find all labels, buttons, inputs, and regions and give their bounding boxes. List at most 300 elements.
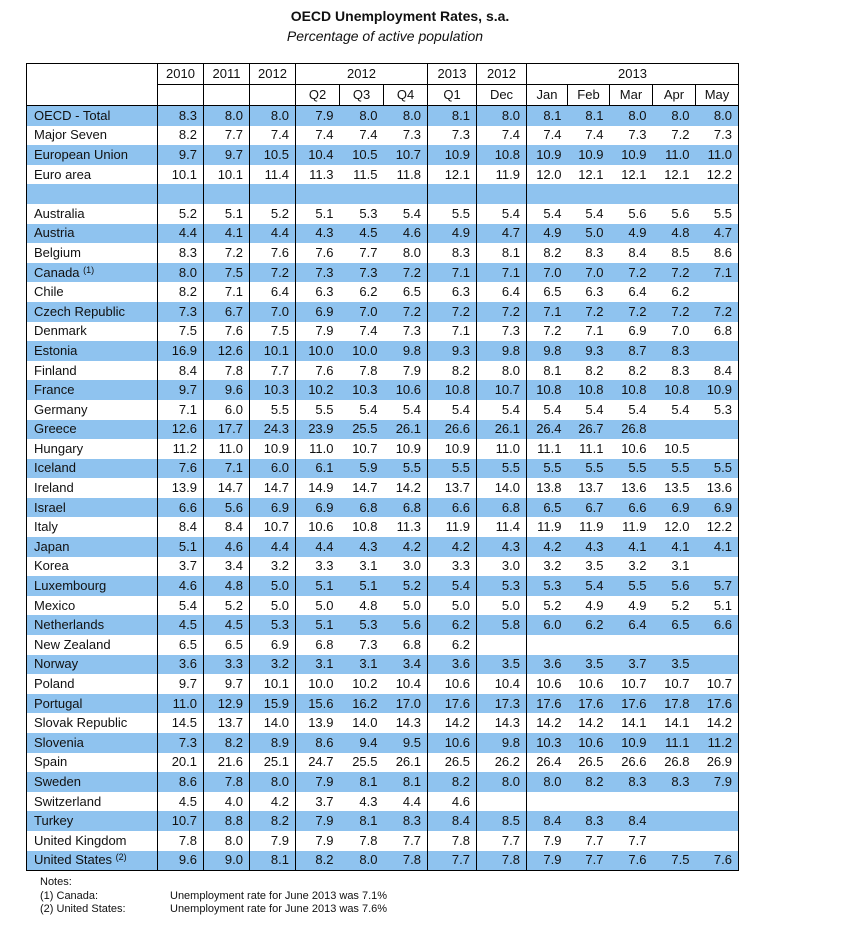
- table-cell: 10.9: [696, 380, 739, 400]
- header-blank: [158, 85, 204, 106]
- table-cell: 7.9: [527, 851, 568, 871]
- table-cell: 3.2: [250, 655, 296, 675]
- table-cell: 7.9: [296, 811, 340, 831]
- table-cell: 4.8: [204, 576, 250, 596]
- table-cell: 5.5: [610, 459, 653, 479]
- table-cell: 5.2: [250, 204, 296, 224]
- table-row: [27, 733, 739, 753]
- table-cell: 6.2: [428, 615, 477, 635]
- table-cell: 10.7: [477, 380, 527, 400]
- table-cell: 7.1: [585, 323, 604, 339]
- table-cell: 21.6: [204, 753, 250, 773]
- table-cell: [296, 184, 340, 204]
- table-cell: 13.7: [428, 478, 477, 498]
- table-cell: 10.6: [296, 517, 340, 537]
- table-cell: 7.2: [384, 263, 428, 283]
- table-cell: 9.7: [204, 145, 250, 165]
- table-cell: 7.9: [296, 772, 340, 792]
- table-cell: 7.7: [568, 851, 610, 871]
- table-cell: 5.4: [527, 204, 568, 224]
- table-row: [27, 302, 739, 322]
- table-cell: 6.6: [696, 615, 739, 635]
- table-row: [27, 420, 739, 440]
- country-name: Canada: [34, 264, 80, 280]
- table-cell: 7.3: [340, 263, 384, 283]
- table-cell: 5.4: [402, 205, 421, 221]
- table-cell: 7.3: [402, 323, 421, 339]
- table-cell: 9.6: [158, 851, 204, 871]
- table-cell: 10.2: [296, 380, 340, 400]
- table-cell: 7.4: [250, 126, 296, 146]
- table-cell: 3.3: [428, 557, 477, 577]
- table-cell: [653, 184, 696, 204]
- table-cell: 13.9: [158, 478, 204, 498]
- table-cell: 5.0: [428, 596, 477, 616]
- table-cell: 7.7: [628, 832, 647, 848]
- table-row: [27, 772, 739, 792]
- table-cell: 8.1: [527, 106, 568, 126]
- table-cell: 11.9: [527, 517, 568, 537]
- table-cell: 6.4: [610, 615, 653, 635]
- table-cell: 7.2: [527, 322, 568, 342]
- table-cell: 5.6: [204, 498, 250, 518]
- table-row: [27, 478, 739, 498]
- table-cell: 7.2: [610, 263, 653, 283]
- table-cell: 8.0: [477, 106, 527, 126]
- unemployment-table-container: [26, 63, 739, 871]
- table-cell: 7.8: [384, 851, 428, 871]
- table-cell: 6.8: [296, 635, 340, 655]
- table-cell: 7.6: [610, 851, 653, 871]
- table-cell: 5.1: [296, 615, 340, 635]
- table-cell: 3.7: [158, 557, 204, 577]
- table-cell: 5.5: [428, 204, 477, 224]
- table-cell: 6.5: [527, 498, 568, 518]
- row-label: [27, 341, 158, 361]
- country-name: Greece: [34, 421, 77, 437]
- table-cell: 3.2: [628, 558, 647, 574]
- note-key: (2) United States:: [40, 903, 126, 915]
- table-cell: 8.1: [384, 772, 428, 792]
- table-cell: 7.3: [158, 733, 204, 753]
- table-cell: 5.1: [340, 576, 384, 596]
- table-cell: 11.9: [579, 519, 604, 535]
- table-cell: 10.3: [340, 380, 384, 400]
- header-row-years: [27, 64, 739, 85]
- row-label: [27, 831, 158, 851]
- header-year: 2012: [477, 64, 527, 85]
- table-cell: 11.0: [296, 439, 340, 459]
- table-row: [27, 341, 739, 361]
- table-cell: 26.6: [428, 420, 477, 440]
- table-row: [27, 596, 739, 616]
- table-cell: 9.8: [384, 341, 428, 361]
- table-cell: 9.7: [158, 380, 204, 400]
- header-period: May: [696, 85, 739, 106]
- table-cell: 8.2: [527, 243, 568, 263]
- table-cell: 14.0: [352, 715, 378, 731]
- header-blank: [250, 85, 296, 106]
- table-cell: 11.5: [353, 166, 378, 182]
- row-label: [27, 263, 158, 283]
- table-cell: 12.6: [204, 341, 250, 361]
- row-label: [27, 106, 158, 126]
- table-cell: 7.1: [696, 263, 739, 283]
- table-cell: 12.1: [578, 166, 604, 182]
- table-cell: 8.4: [696, 361, 739, 381]
- table-cell: 8.4: [610, 811, 653, 831]
- table-cell: 6.3: [296, 282, 340, 302]
- table-cell: 6.9: [296, 302, 340, 322]
- table-cell: 4.6: [384, 224, 428, 244]
- table-cell: 4.5: [204, 615, 250, 635]
- table-cell: 10.8: [527, 380, 568, 400]
- table-cell: 8.2: [158, 126, 204, 146]
- table-cell: 5.9: [340, 459, 384, 479]
- row-label: [27, 733, 158, 753]
- country-name: Italy: [34, 519, 58, 535]
- table-cell: 10.8: [610, 380, 653, 400]
- table-cell: 10.3: [527, 733, 568, 753]
- table-cell: 6.9: [296, 498, 340, 518]
- table-cell: 12.0: [527, 165, 568, 185]
- country-name: Iceland: [34, 460, 76, 476]
- table-cell: 3.5: [568, 655, 610, 675]
- table-cell: [158, 184, 204, 204]
- table-cell: [610, 792, 653, 812]
- table-cell: 8.2: [296, 851, 340, 871]
- table-row: [27, 322, 739, 342]
- table-row: [27, 635, 739, 655]
- table-cell: 6.3: [585, 284, 604, 300]
- table-cell: 26.5: [428, 753, 477, 773]
- table-cell: 14.2: [395, 480, 421, 496]
- table-cell: 10.8: [352, 519, 378, 535]
- country-name: Spain: [34, 754, 68, 770]
- table-cell: 25.5: [340, 420, 384, 440]
- table-cell: 7.8: [359, 832, 378, 848]
- table-cell: 4.6: [428, 792, 477, 812]
- row-label: [27, 772, 158, 792]
- table-cell: [696, 792, 739, 812]
- table-cell: 26.1: [384, 420, 428, 440]
- table-cell: [477, 184, 527, 204]
- table-cell: 5.6: [653, 576, 696, 596]
- row-label: [27, 792, 158, 812]
- header-period: Q1: [428, 85, 477, 106]
- table-cell: 10.3: [250, 380, 296, 400]
- table-cell: 10.0: [340, 341, 384, 361]
- table-cell: 10.0: [296, 341, 340, 361]
- table-cell: [527, 635, 568, 655]
- table-cell: 11.3: [396, 519, 421, 535]
- table-cell: 3.2: [527, 557, 568, 577]
- table-cell: 10.6: [527, 674, 568, 694]
- table-cell: 10.9: [610, 733, 653, 753]
- table-cell: [653, 635, 696, 655]
- country-name: Belgium: [34, 244, 81, 260]
- table-cell: 12.9: [204, 694, 250, 714]
- table-cell: 14.2: [527, 713, 568, 733]
- table-cell: 3.6: [527, 655, 568, 675]
- row-label: [27, 184, 158, 204]
- table-cell: 5.5: [477, 459, 527, 479]
- table-cell: 7.7: [359, 244, 378, 260]
- table-cell: 8.2: [158, 282, 204, 302]
- table-cell: 10.6: [384, 380, 428, 400]
- country-name: Portugal: [34, 695, 83, 711]
- table-cell: 11.0: [477, 439, 527, 459]
- table-cell: 5.4: [428, 576, 477, 596]
- header-year: 2011: [204, 64, 250, 85]
- table-cell: 12.2: [696, 165, 739, 185]
- table-subtitle: Percentage of active population: [286, 28, 484, 44]
- table-row: [27, 459, 739, 479]
- table-cell: 5.5: [610, 576, 653, 596]
- table-cell: 8.0: [610, 106, 653, 126]
- table-cell: 7.4: [359, 323, 378, 339]
- table-row: [27, 204, 739, 224]
- table-cell: 4.6: [204, 537, 250, 557]
- table-cell: 10.7: [696, 674, 739, 694]
- row-label: [27, 557, 158, 577]
- table-cell: [477, 635, 527, 655]
- country-name: Japan: [34, 538, 70, 554]
- table-cell: 5.1: [204, 204, 250, 224]
- table-cell: 7.9: [296, 831, 340, 851]
- table-cell: 5.5: [428, 459, 477, 479]
- table-cell: 5.6: [384, 615, 428, 635]
- country-name: Switzerland: [34, 793, 102, 809]
- table-cell: 5.1: [696, 596, 739, 616]
- table-cell: 5.5: [696, 204, 739, 224]
- table-cell: 10.7: [664, 676, 690, 692]
- row-label: [27, 851, 158, 871]
- table-cell: 11.1: [579, 440, 604, 456]
- table-cell: 26.6: [621, 754, 647, 770]
- row-label: [27, 282, 158, 302]
- table-cell: 12.0: [664, 519, 690, 535]
- table-cell: 3.1: [671, 558, 690, 574]
- table-cell: 7.1: [428, 322, 477, 342]
- table-cell: 8.0: [340, 106, 384, 126]
- table-cell: 4.1: [653, 537, 696, 557]
- table-cell: 3.6: [428, 655, 477, 675]
- table-cell: 10.0: [296, 674, 340, 694]
- country-name: Chile: [34, 284, 64, 300]
- table-cell: 7.7: [204, 126, 250, 146]
- country-name: United Kingdom: [34, 832, 127, 848]
- table-cell: 7.2: [671, 127, 690, 143]
- table-cell: 7.2: [696, 302, 739, 322]
- table-cell: 7.2: [568, 302, 610, 322]
- table-cell: 5.7: [696, 576, 739, 596]
- table-cell: 8.3: [384, 811, 428, 831]
- table-cell: 6.8: [402, 636, 421, 652]
- table-cell: 7.2: [204, 243, 250, 263]
- table-cell: 7.9: [402, 362, 421, 378]
- country-name: Australia: [34, 205, 85, 221]
- table-cell: 5.3: [250, 615, 296, 635]
- table-cell: 26.4: [527, 420, 568, 440]
- table-cell: 3.1: [340, 655, 384, 675]
- table-cell: 5.4: [671, 401, 690, 417]
- row-label: [27, 420, 158, 440]
- table-cell: 8.0: [250, 772, 296, 792]
- table-cell: 3.7: [610, 655, 653, 675]
- table-row: [27, 498, 739, 518]
- country-name: Estonia: [34, 342, 78, 358]
- table-cell: [696, 341, 739, 361]
- table-row: [27, 792, 739, 812]
- table-row: [27, 282, 739, 302]
- table-cell: 5.0: [402, 597, 421, 613]
- table-cell: [653, 831, 696, 851]
- table-row: [27, 576, 739, 596]
- table-cell: 10.7: [158, 811, 204, 831]
- table-cell: 7.0: [568, 263, 610, 283]
- row-label: [27, 224, 158, 244]
- table-cell: 10.5: [664, 440, 690, 456]
- table-cell: 4.4: [402, 793, 421, 809]
- table-cell: [610, 184, 653, 204]
- table-cell: 7.9: [250, 831, 296, 851]
- table-cell: 4.7: [696, 224, 739, 244]
- table-cell: 4.5: [158, 615, 204, 635]
- table-cell: 9.4: [340, 733, 384, 753]
- footnote-marker: (2): [115, 852, 127, 863]
- table-cell: 8.4: [158, 361, 204, 381]
- table-cell: 5.4: [585, 205, 604, 221]
- row-label: [27, 145, 158, 165]
- row-label: [27, 361, 158, 381]
- table-cell: 8.5: [671, 244, 690, 260]
- table-cell: 5.4: [568, 576, 610, 596]
- table-cell: 3.0: [402, 558, 421, 574]
- table-cell: 5.2: [158, 204, 204, 224]
- table-cell: [696, 439, 739, 459]
- country-name: New Zealand: [34, 636, 111, 652]
- table-cell: 7.4: [296, 126, 340, 146]
- table-cell: 14.7: [250, 478, 296, 498]
- table-cell: 5.3: [696, 400, 739, 420]
- table-row: [27, 615, 739, 635]
- table-cell: 8.4: [158, 517, 204, 537]
- table-cell: 8.5: [477, 811, 527, 831]
- table-cell: 17.7: [204, 420, 250, 440]
- row-label: [27, 243, 158, 263]
- country-name: Euro area: [34, 166, 92, 182]
- table-cell: 6.3: [428, 282, 477, 302]
- table-cell: 7.9: [296, 322, 340, 342]
- table-cell: 8.0: [340, 851, 384, 871]
- table-cell: 6.0: [204, 400, 250, 420]
- table-cell: 7.7: [585, 832, 604, 848]
- table-cell: 10.9: [568, 145, 610, 165]
- table-cell: 8.3: [568, 811, 610, 831]
- table-cell: 6.5: [204, 635, 250, 655]
- table-cell: 8.0: [158, 263, 204, 283]
- table-cell: 7.0: [250, 302, 296, 322]
- table-cell: 15.6: [296, 694, 340, 714]
- table-cell: [568, 184, 610, 204]
- table-cell: [610, 635, 653, 655]
- table-cell: 3.5: [585, 558, 604, 574]
- table-cell: 13.6: [621, 480, 647, 496]
- table-cell: 7.2: [653, 263, 696, 283]
- table-cell: 7.4: [359, 127, 378, 143]
- table-cell: 5.1: [296, 576, 340, 596]
- table-cell: 10.6: [428, 674, 477, 694]
- table-cell: 8.3: [653, 341, 696, 361]
- table-cell: 7.1: [158, 400, 204, 420]
- note-united-states: [40, 903, 387, 917]
- table-cell: 4.1: [696, 537, 739, 557]
- table-cell: 10.5: [250, 145, 296, 165]
- row-label: [27, 655, 158, 675]
- table-cell: 8.8: [204, 811, 250, 831]
- table-cell: 6.7: [204, 302, 250, 322]
- table-cell: 7.8: [359, 362, 378, 378]
- table-cell: 10.1: [204, 165, 250, 185]
- country-name: Germany: [34, 401, 88, 417]
- table-cell: 5.5: [384, 459, 428, 479]
- table-cell: 6.0: [250, 459, 296, 479]
- table-cell: 8.4: [628, 244, 647, 260]
- table-cell: 14.2: [578, 715, 604, 731]
- table-cell: 4.2: [428, 537, 477, 557]
- table-cell: 8.2: [585, 362, 604, 378]
- table-cell: 4.2: [527, 537, 568, 557]
- table-cell: 26.2: [477, 753, 527, 773]
- table-cell: [527, 792, 568, 812]
- table-cell: 11.0: [204, 439, 250, 459]
- table-cell: 6.1: [296, 459, 340, 479]
- country-name: Ireland: [34, 480, 74, 496]
- table-cell: 7.6: [296, 243, 340, 263]
- note-text: Unemployment rate for June 2013 was 7.6%: [170, 903, 388, 915]
- table-cell: [384, 184, 428, 204]
- table-cell: 6.9: [696, 498, 739, 518]
- table-cell: 26.1: [477, 420, 527, 440]
- table-cell: 5.3: [527, 576, 568, 596]
- table-cell: 6.9: [250, 498, 296, 518]
- header-corner: [27, 64, 158, 106]
- table-cell: 26.8: [664, 754, 690, 770]
- table-cell: 3.2: [250, 557, 296, 577]
- header-year: 2012: [250, 64, 296, 85]
- table-cell: 7.3: [477, 322, 527, 342]
- table-cell: 7.5: [204, 263, 250, 283]
- country-name: OECD - Total: [34, 107, 111, 123]
- table-cell: 8.3: [671, 362, 690, 378]
- table-cell: 6.7: [568, 498, 610, 518]
- table-cell: 10.8: [477, 145, 527, 165]
- header-period: Q4: [384, 85, 428, 106]
- table-cell: 3.3: [296, 557, 340, 577]
- table-cell: 6.2: [359, 284, 378, 300]
- table-cell: 6.6: [610, 498, 653, 518]
- table-cell: 6.2: [671, 284, 690, 300]
- table-cell: 8.2: [628, 362, 647, 378]
- table-cell: 6.4: [477, 282, 527, 302]
- country-name: Israel: [34, 499, 66, 515]
- footnote-marker: (1): [83, 264, 95, 275]
- table-cell: 8.3: [428, 243, 477, 263]
- table-cell: 11.4: [250, 165, 296, 185]
- table-cell: 8.7: [610, 341, 653, 361]
- table-row: [27, 557, 739, 577]
